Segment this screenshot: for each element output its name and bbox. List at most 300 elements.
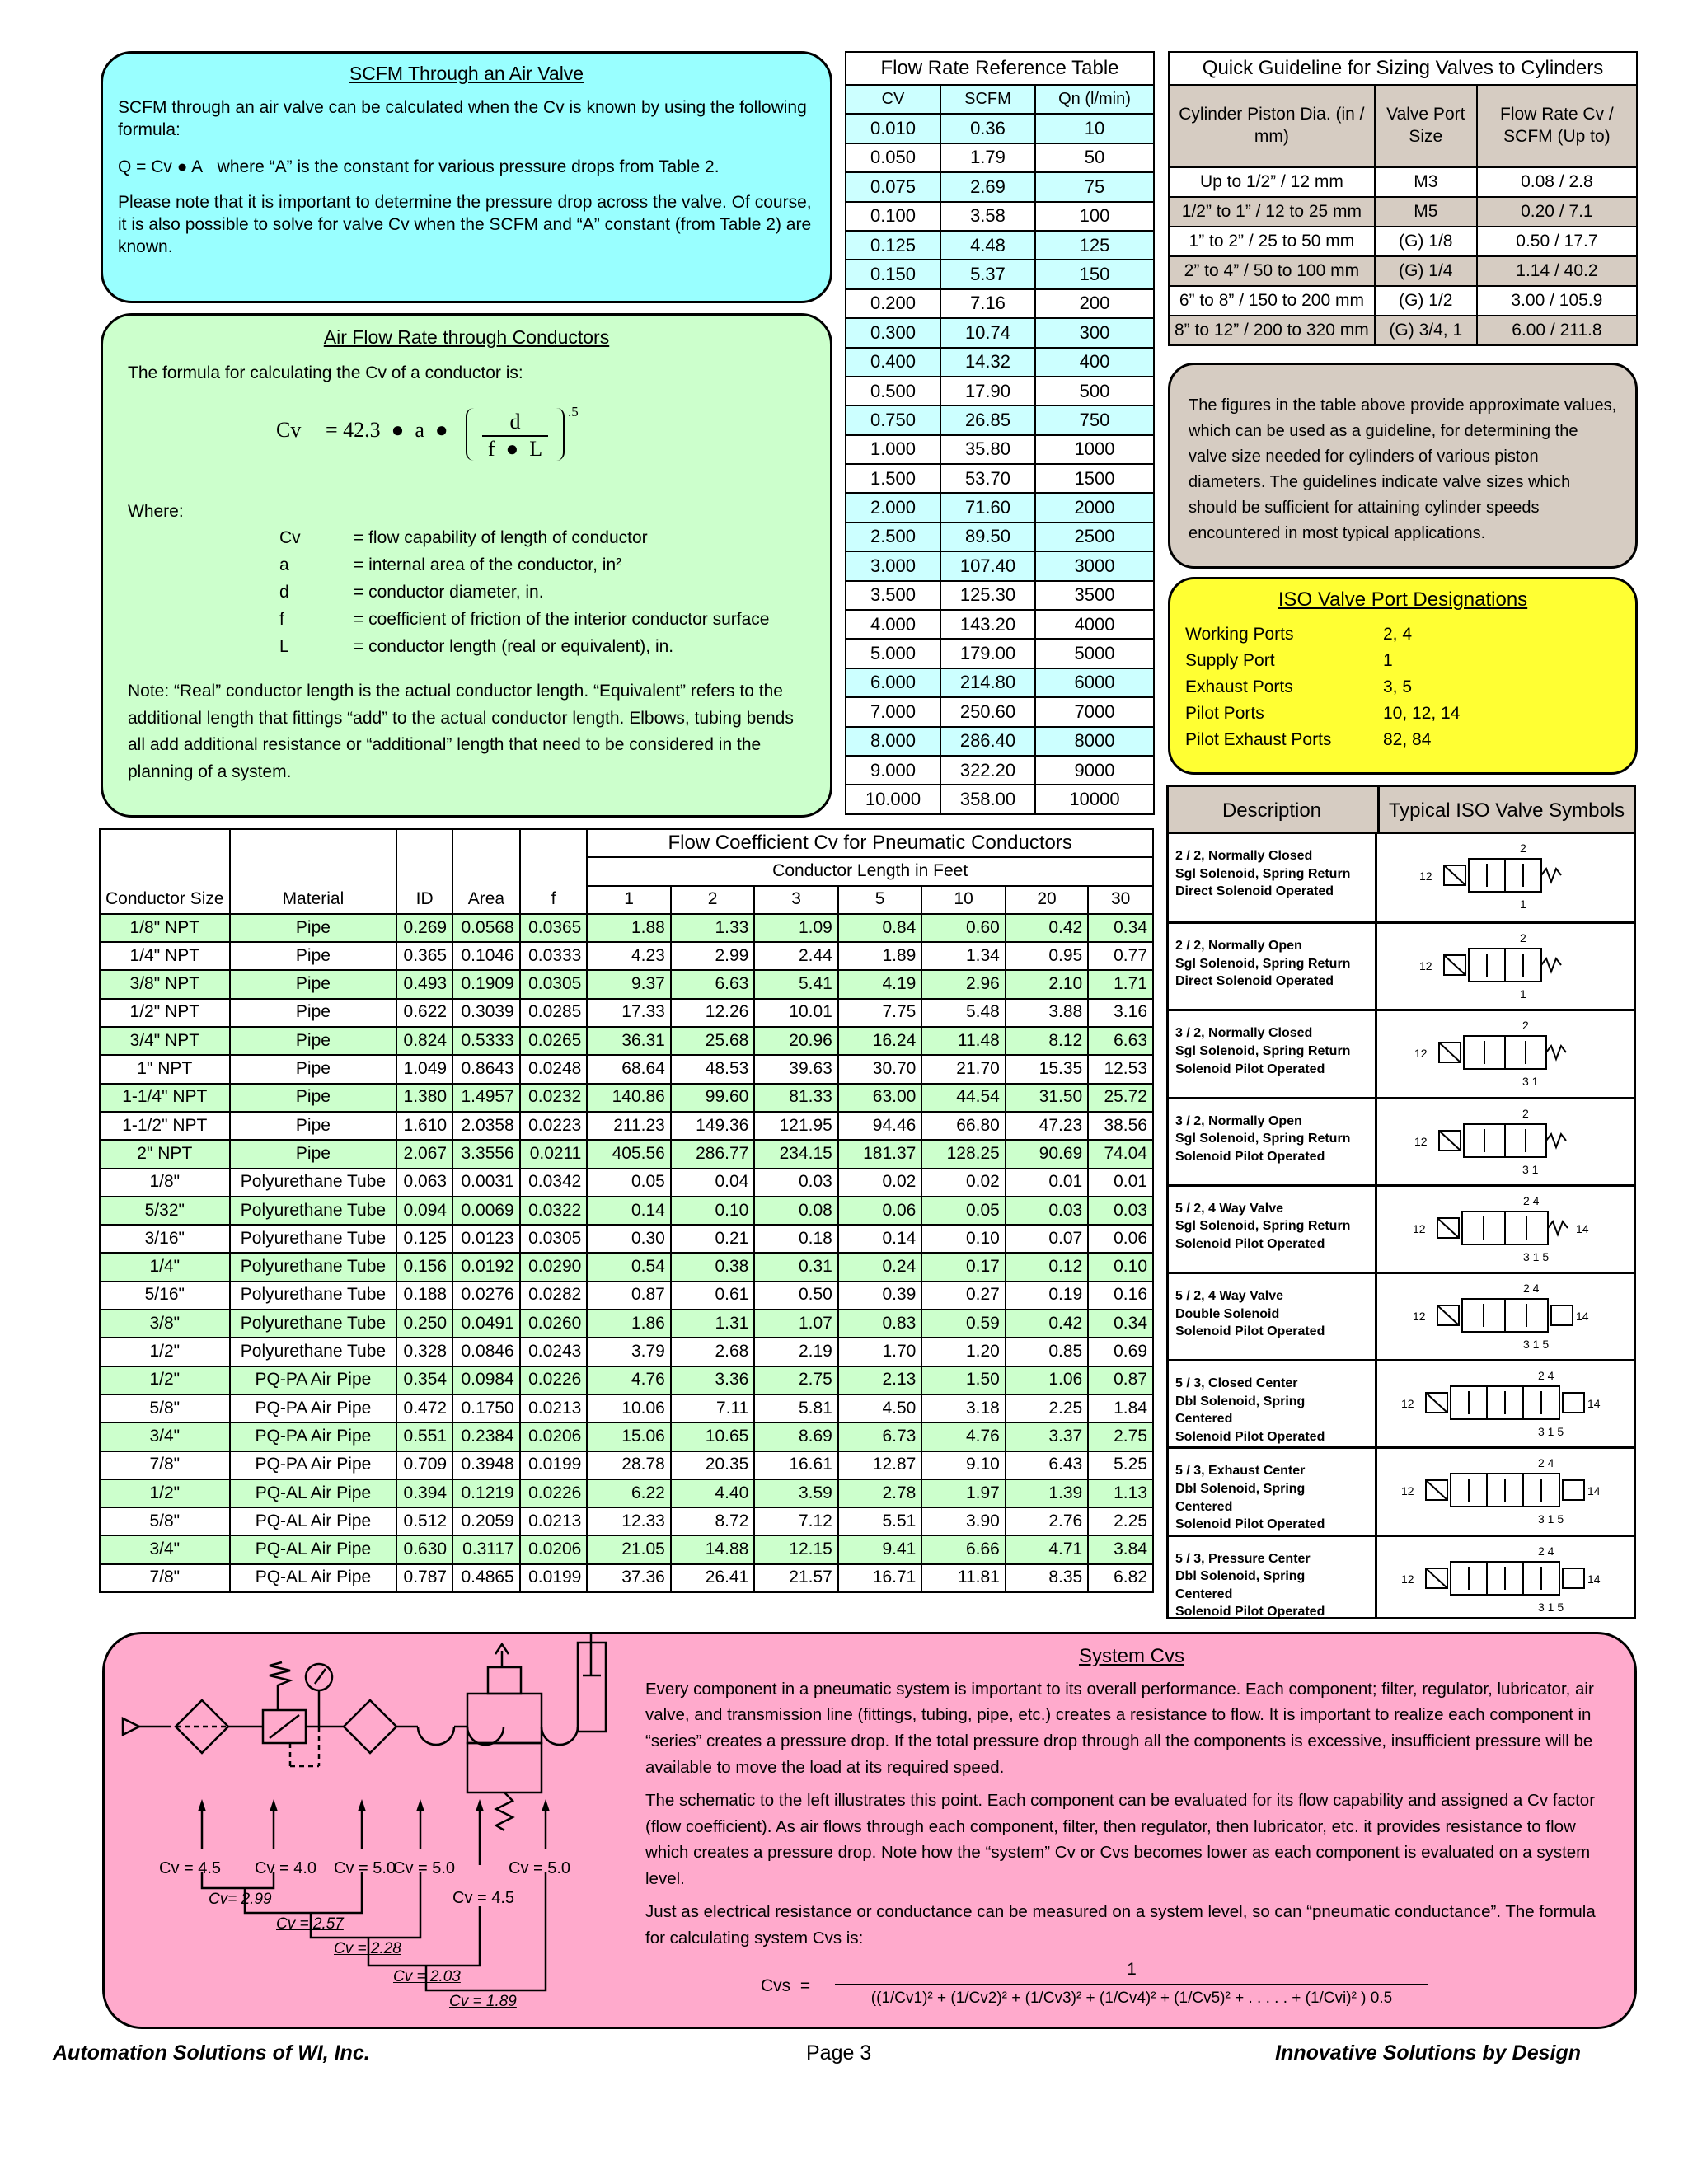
valve-symbols-panel <box>1166 785 1636 1619</box>
conductor-cell: PQ-AL Air Pipe <box>230 1507 397 1535</box>
conductor-cell: Pipe <box>230 999 397 1027</box>
flow-ref-cell: 6.000 <box>846 668 940 697</box>
conductor-table-title: Flow Coefficient Cv for Pneumatic Conductors <box>587 829 1153 857</box>
svg-text:12: 12 <box>1401 1572 1414 1586</box>
flow-ref-row <box>846 756 1154 785</box>
valve-desc-line: Solenoid Pilot Operated <box>1175 1324 1325 1339</box>
conductor-cell: 0.14 <box>838 1225 922 1253</box>
definition-text: = internal area of the conductor, in² <box>354 555 622 574</box>
conductor-cell: 0.50 <box>754 1282 838 1310</box>
flow-ref-cell: 2500 <box>1035 523 1154 551</box>
conductor-cell: 1/8" NPT <box>100 914 230 942</box>
conductor-cell: 31.50 <box>1006 1084 1088 1112</box>
conductor-cell: 5/16" <box>100 1282 230 1310</box>
svg-text:12: 12 <box>1401 1397 1414 1411</box>
conductor-cell: 0.34 <box>1088 1310 1153 1338</box>
conductor-cell: 0.394 <box>396 1479 452 1507</box>
cvs-formula-den: ((1/Cv1)² + (1/Cv2)² + (1/Cv3)² + (1/Cv4)² + (1/Cv5)² + . . . . . + (1/Cvi)² ) 0.5 <box>870 1990 1393 2007</box>
conductor-cell: 0.24 <box>838 1253 922 1281</box>
cyl-guide-cell: 3.00 / 105.9 <box>1477 286 1637 316</box>
conductor-header-cell: 1 <box>587 886 671 914</box>
valve-symbol-row <box>1169 1097 1634 1184</box>
cyl-guide-cell: 1/2” to 1” / 12 to 25 mm <box>1169 197 1375 227</box>
valve-symbol-row <box>1169 1359 1634 1446</box>
svg-text:12: 12 <box>1413 1221 1426 1235</box>
svg-text:1: 1 <box>1520 987 1526 1001</box>
conductor-cell: 0.0305 <box>520 970 588 998</box>
scfm-valve-formula-desc: where “A” is the constant for various pressure drops from Table 2. <box>217 157 720 177</box>
flow-ref-row <box>846 551 1154 580</box>
conductor-cell: 0.1219 <box>452 1479 520 1507</box>
valve-symbol-desc <box>1175 1287 1365 1341</box>
conductor-cell: 0.16 <box>1088 1282 1153 1310</box>
conductor-cell: Pipe <box>230 1027 397 1055</box>
cyl-guide-cell: (G) 1/2 <box>1375 286 1477 316</box>
conductor-cell: 0.30 <box>587 1225 671 1253</box>
conductor-row <box>100 1282 1153 1310</box>
conductor-header-cell: 2 <box>671 886 755 914</box>
conductor-header-cell: Material <box>230 886 397 914</box>
flow-ref-cell: 50 <box>1035 143 1154 172</box>
conductor-cell: 0.094 <box>396 1197 452 1225</box>
conductor-cell: 39.63 <box>754 1055 838 1083</box>
iso-valve-symbol-icon <box>1381 1363 1629 1446</box>
valve-desc-line: 5 / 2, 4 Way Valve <box>1175 1201 1284 1216</box>
conductor-cell: 0.0069 <box>452 1197 520 1225</box>
conductor-cell: 5.81 <box>754 1394 838 1422</box>
flow-ref-cell: 2.69 <box>940 172 1035 201</box>
conductor-cell: 2.10 <box>1006 970 1088 998</box>
conductor-cell: 1/2" <box>100 1479 230 1507</box>
conductor-cell: 12.26 <box>671 999 755 1027</box>
flow-ref-cell: 3.000 <box>846 551 940 580</box>
cvs-formula-num: 1 <box>1127 1960 1137 1979</box>
conductor-cell: 0.03 <box>754 1169 838 1197</box>
conductor-header-cell: 5 <box>838 886 922 914</box>
conductor-cell: 3.16 <box>1088 999 1153 1027</box>
conductor-cell: 0.34 <box>1088 914 1153 942</box>
conductor-cell: 3.3556 <box>452 1140 520 1168</box>
scfm-valve-p1: SCFM through an air valve can be calculated when the Cv is known by using the following formula: <box>118 98 807 140</box>
conductor-cell: 0.328 <box>396 1338 452 1366</box>
valve-symbol-desc <box>1175 847 1365 901</box>
svg-text:3 1 5: 3 1 5 <box>1538 1425 1564 1439</box>
svg-text:14: 14 <box>1587 1397 1601 1411</box>
valve-desc-line: 3 / 2, Normally Closed <box>1175 1026 1313 1041</box>
conductor-cell: 0.61 <box>671 1282 755 1310</box>
flow-ref-row <box>846 172 1154 201</box>
valve-desc-line: Sgl Solenoid, Spring Return <box>1175 1132 1351 1146</box>
conductor-cell: 0.12 <box>1006 1253 1088 1281</box>
svg-text:2 4: 2 4 <box>1538 1544 1554 1558</box>
system-p3: Just as electrical resistance or conductance can be measured on a system level, so can “pneumatic conductance”. The formula for calculating system Cvs is: <box>645 1901 1596 1947</box>
conductor-cell: 5.25 <box>1088 1451 1153 1479</box>
conductor-cell: 140.86 <box>587 1084 671 1112</box>
conductor-cell: 1-1/4" NPT <box>100 1084 230 1112</box>
valve-symbol-row <box>1169 1184 1634 1272</box>
conductor-cell: 0.269 <box>396 914 452 942</box>
conductor-cell: 7.11 <box>671 1394 755 1422</box>
flow-ref-row <box>846 639 1154 668</box>
footer-tagline: Innovative Solutions by Design <box>1275 2041 1581 2064</box>
conductor-cell: 1.89 <box>838 942 922 970</box>
conductor-cell: 0.622 <box>396 999 452 1027</box>
conductor-row <box>100 1140 1153 1168</box>
conductor-cell: 0.0290 <box>520 1253 588 1281</box>
definition-row <box>177 555 804 582</box>
valve-desc-line: Double Solenoid <box>1175 1306 1280 1321</box>
formula-mid: = 42.3 ● a ● <box>326 418 448 442</box>
flow-ref-row <box>846 435 1154 464</box>
iso-port-numbers: 1 <box>1383 650 1393 670</box>
flow-rate-reference-table <box>845 51 1155 815</box>
conductor-cell: 1/2" <box>100 1366 230 1394</box>
conductor-cell: 30.70 <box>838 1055 922 1083</box>
flow-ref-cell: 4.48 <box>940 231 1035 260</box>
conductor-cell: 36.31 <box>587 1027 671 1055</box>
flow-ref-cell: 6000 <box>1035 668 1154 697</box>
definition-text: = conductor length (real or equivalent), in. <box>354 637 674 656</box>
conductor-cell: 0.77 <box>1088 942 1153 970</box>
conductor-cell: 37.36 <box>587 1564 671 1592</box>
iso-port-row <box>1185 701 1620 727</box>
flow-ref-cell: 10.74 <box>940 318 1035 347</box>
header-cv: CV <box>846 85 940 114</box>
cyl-guide-cell: 0.08 / 2.8 <box>1477 167 1637 197</box>
conductor-cell: Pipe <box>230 914 397 942</box>
valve-symbol-row <box>1169 834 1634 921</box>
conductor-cell: 0.0199 <box>520 1451 588 1479</box>
flow-ref-cell: 3000 <box>1035 551 1154 580</box>
conductor-cell: 10.06 <box>587 1394 671 1422</box>
system-p2: The schematic to the left illustrates this point. Each component can be evaluated for its flow capability and assigned a Cv factor (flow coefficient). As air flows through each component, filter, then regulator, then lubricator, etc. it provides resistance to flow which creates a pressure drop. Note how the “system” Cv or Cvs becomes lower as each component is evaluated on a system level. <box>645 1790 1596 1889</box>
conductor-cell: 6.82 <box>1088 1564 1153 1592</box>
symbols-header-desc: Description <box>1221 799 1322 822</box>
conductor-cell: 0.0213 <box>520 1507 588 1535</box>
conductor-cell: Pipe <box>230 1140 397 1168</box>
conductor-cell: 1.97 <box>921 1479 1006 1507</box>
conductor-cell: 26.41 <box>671 1564 755 1592</box>
flow-ref-row <box>846 523 1154 551</box>
conductor-row <box>100 942 1153 970</box>
cyl-guide-cell: 1” to 2” / 25 to 50 mm <box>1169 227 1375 256</box>
conductor-row <box>100 1027 1153 1055</box>
flow-ref-cell: 358.00 <box>940 785 1035 813</box>
conductor-cell: 6.73 <box>838 1422 922 1451</box>
definition-symbol: f <box>279 610 284 629</box>
conductor-cell: 0.0984 <box>452 1366 520 1394</box>
flow-ref-cell: 89.50 <box>940 523 1035 551</box>
iso-ports-title: ISO Valve Port Designations <box>1278 588 1528 611</box>
cyl-header-port: Valve Port Size <box>1375 85 1477 167</box>
valve-symbol-row <box>1169 921 1634 1009</box>
flow-ref-cell: 1000 <box>1035 435 1154 464</box>
conductor-cell: 3/8" <box>100 1310 230 1338</box>
conductor-cell: 0.0226 <box>520 1366 588 1394</box>
conductor-cell: 3.79 <box>587 1338 671 1366</box>
conductor-cell: 1/8" <box>100 1169 230 1197</box>
flow-ref-cell: 0.200 <box>846 289 940 318</box>
flow-ref-cell: 17.90 <box>940 377 1035 405</box>
cyl-guide-cell: 0.20 / 7.1 <box>1477 197 1637 227</box>
conductor-cell: 21.57 <box>754 1564 838 1592</box>
conductor-cell: 0.824 <box>396 1027 452 1055</box>
conductor-cell: 0.18 <box>754 1225 838 1253</box>
conductor-cell: 5.48 <box>921 999 1006 1027</box>
iso-port-row <box>1185 648 1620 674</box>
conductor-cell: 66.80 <box>921 1112 1006 1140</box>
conductor-table-subtitle: Conductor Length in Feet <box>587 857 1153 885</box>
definition-text: = conductor diameter, in. <box>354 583 544 602</box>
cyl-guide-cell: 6.00 / 211.8 <box>1477 316 1637 345</box>
flow-ref-row <box>846 202 1154 231</box>
conductor-row <box>100 1197 1153 1225</box>
valve-desc-line: Solenoid Pilot Operated <box>1175 1517 1325 1532</box>
conductor-cell: 0.14 <box>587 1197 671 1225</box>
cv-label-3: Cv = 5.0 <box>334 1859 396 1877</box>
flow-ref-cell: 200 <box>1035 289 1154 318</box>
conductor-header-cell: 20 <box>1006 886 1088 914</box>
cv-result-2: Cv = 2.57 <box>276 1915 344 1933</box>
svg-text:12: 12 <box>1414 1134 1428 1148</box>
conductor-cell: 0.787 <box>396 1564 452 1592</box>
conductor-cell: 149.36 <box>671 1112 755 1140</box>
conductor-cell: 0.69 <box>1088 1338 1153 1366</box>
conductor-row <box>100 1055 1153 1083</box>
conductor-cell: 3.36 <box>671 1366 755 1394</box>
conductor-cell: 0.0846 <box>452 1338 520 1366</box>
conductor-cell: 3/4" NPT <box>100 1027 230 1055</box>
conductor-cell: 0.0206 <box>520 1535 588 1563</box>
flow-ref-cell: 4000 <box>1035 610 1154 639</box>
svg-text:12: 12 <box>1413 1310 1426 1323</box>
flow-ref-row <box>846 231 1154 260</box>
flow-ref-cell: 0.075 <box>846 172 940 201</box>
cyl-guide-cell: Up to 1/2” / 12 mm <box>1169 167 1375 197</box>
flow-ref-cell: 0.300 <box>846 318 940 347</box>
scfm-valve-panel <box>101 51 832 303</box>
conductor-cell: 0.0282 <box>520 1282 588 1310</box>
flow-ref-cell: 0.400 <box>846 348 940 377</box>
valve-desc-line: 5 / 3, Pressure Center <box>1175 1551 1311 1566</box>
cv-label-4: Cv = 5.0 <box>393 1859 456 1877</box>
svg-text:3 1: 3 1 <box>1522 1162 1539 1176</box>
conductor-cell: 81.33 <box>754 1084 838 1112</box>
conductor-cell: 0.0206 <box>520 1422 588 1451</box>
conductor-cell: 1.07 <box>754 1310 838 1338</box>
conductor-cell: 0.05 <box>921 1197 1006 1225</box>
conductor-cell: 0.0192 <box>452 1253 520 1281</box>
cyl-header-flow: Flow Rate Cv / SCFM (Up to) <box>1477 85 1637 167</box>
flow-ref-cell: 322.20 <box>940 756 1035 785</box>
flow-ref-cell: 5.000 <box>846 639 940 668</box>
flow-ref-row <box>846 581 1154 610</box>
valve-symbol-row <box>1169 1535 1634 1622</box>
air-flow-panel <box>101 313 832 818</box>
valve-desc-line: Sgl Solenoid, Spring Return <box>1175 956 1351 971</box>
symbols-header-iso: Typical ISO Valve Symbols <box>1377 787 1634 832</box>
conductor-cell: 1/4" <box>100 1253 230 1281</box>
flow-ref-row <box>846 289 1154 318</box>
conductor-cell: 11.81 <box>921 1564 1006 1592</box>
valve-symbol-row <box>1169 1009 1634 1096</box>
conductor-cell: 12.87 <box>838 1451 922 1479</box>
conductor-cell: 4.50 <box>838 1394 922 1422</box>
flow-ref-row <box>846 143 1154 172</box>
conductor-cell: Pipe <box>230 1112 397 1140</box>
valve-desc-line: Dbl Solenoid, Spring Centered <box>1175 1481 1306 1514</box>
conductor-cell: 0.02 <box>921 1169 1006 1197</box>
conductor-cell: 2.25 <box>1088 1507 1153 1535</box>
svg-text:14: 14 <box>1587 1484 1601 1498</box>
flow-ref-header <box>846 85 1154 114</box>
conductor-cell: 0.512 <box>396 1507 452 1535</box>
conductor-cell: 5/8" <box>100 1394 230 1422</box>
conductor-cell: 0.0568 <box>452 914 520 942</box>
conductor-row <box>100 1084 1153 1112</box>
svg-text:14: 14 <box>1587 1572 1601 1586</box>
svg-text:2: 2 <box>1522 1106 1529 1120</box>
conductor-cell: 2.68 <box>671 1338 755 1366</box>
conductor-cell: 0.3117 <box>452 1535 520 1563</box>
cyl-guide-note-panel <box>1168 363 1638 569</box>
conductor-cell: 3/8" NPT <box>100 970 230 998</box>
conductor-row <box>100 1366 1153 1394</box>
conductor-cell: 25.68 <box>671 1027 755 1055</box>
cyl-guide-row <box>1169 227 1637 256</box>
conductor-cell: 0.08 <box>754 1197 838 1225</box>
conductor-cell: 2.44 <box>754 942 838 970</box>
iso-port-row <box>1185 621 1620 648</box>
valve-desc-line: 5 / 3, Closed Center <box>1175 1376 1298 1391</box>
flow-ref-cell: 300 <box>1035 318 1154 347</box>
definition-symbol: d <box>279 583 289 602</box>
cv-result-4: Cv = 2.03 <box>393 1968 461 1985</box>
conductor-cell: 0.0365 <box>520 914 588 942</box>
conductor-cell: 2" NPT <box>100 1140 230 1168</box>
formula-exponent: .5 <box>568 404 579 419</box>
flow-ref-cell: 3.500 <box>846 581 940 610</box>
conductor-cell: 1.86 <box>587 1310 671 1338</box>
conductor-cell: PQ-AL Air Pipe <box>230 1564 397 1592</box>
cv-result-1: Cv= 2.99 <box>209 1891 272 1908</box>
svg-text:3 1 5: 3 1 5 <box>1538 1600 1564 1614</box>
cyl-guide-row <box>1169 286 1637 316</box>
cyl-guide-cell: 8” to 12” / 200 to 320 mm <box>1169 316 1375 345</box>
iso-port-row <box>1185 674 1620 701</box>
conductor-cell: 1.380 <box>396 1084 452 1112</box>
flow-ref-row <box>846 610 1154 639</box>
conductor-cell: 10.65 <box>671 1422 755 1451</box>
iso-ports-list <box>1185 621 1620 753</box>
system-cvs-panel <box>102 1632 1637 2029</box>
conductor-header-cell: 3 <box>754 886 838 914</box>
cylinder-sizing-table <box>1168 51 1638 346</box>
conductor-cell: 14.88 <box>671 1535 755 1563</box>
formula-numerator: d <box>509 410 521 434</box>
conductor-cell: 0.27 <box>921 1282 1006 1310</box>
conductor-row <box>100 1338 1153 1366</box>
conductor-cell: 0.551 <box>396 1422 452 1451</box>
conductor-row <box>100 1225 1153 1253</box>
conductor-cell: 0.4865 <box>452 1564 520 1592</box>
flow-ref-row <box>846 260 1154 288</box>
conductor-cell: 0.0305 <box>520 1225 588 1253</box>
valve-symbol-desc <box>1175 1375 1365 1446</box>
conductor-cell: 234.15 <box>754 1140 838 1168</box>
conductor-cell: 0.0322 <box>520 1197 588 1225</box>
conductor-cell: 2.067 <box>396 1140 452 1168</box>
cv-label-1: Cv = 4.5 <box>159 1859 222 1877</box>
formula-denominator: f ● L <box>487 437 543 461</box>
flow-ref-cell: 1.79 <box>940 143 1035 172</box>
definition-symbol: a <box>279 555 289 574</box>
where-label: Where: <box>128 502 184 521</box>
iso-port-name: Pilot Ports <box>1185 703 1264 723</box>
conductor-header-cell: Area <box>452 886 520 914</box>
conductor-cell: 1.84 <box>1088 1394 1153 1422</box>
conductor-cell: 99.60 <box>671 1084 755 1112</box>
flow-ref-cell: 10.000 <box>846 785 940 813</box>
conductor-cell: 1.610 <box>396 1112 452 1140</box>
conductor-cell: 3/4" <box>100 1535 230 1563</box>
conductor-cell: 0.1046 <box>452 942 520 970</box>
flow-ref-cell: 250.60 <box>940 697 1035 726</box>
conductor-cell: 4.76 <box>587 1366 671 1394</box>
conductor-cell: 0.0223 <box>520 1112 588 1140</box>
conductor-cell: 15.06 <box>587 1422 671 1451</box>
conductor-row <box>100 1507 1153 1535</box>
conductor-cell: 3.18 <box>921 1394 1006 1422</box>
flow-ref-row <box>846 464 1154 493</box>
conductor-cell: 0.01 <box>1088 1169 1153 1197</box>
flow-ref-cell: 143.20 <box>940 610 1035 639</box>
svg-text:3 1: 3 1 <box>1522 1075 1539 1089</box>
conductor-cell: 38.56 <box>1088 1112 1153 1140</box>
valve-symbol-desc <box>1175 1200 1365 1254</box>
conductor-cell: 12.15 <box>754 1535 838 1563</box>
flow-ref-cell: 0.100 <box>846 202 940 231</box>
conductor-cell: 0.063 <box>396 1169 452 1197</box>
flow-ref-cell: 0.010 <box>846 114 940 143</box>
conductor-cell: 405.56 <box>587 1140 671 1168</box>
conductor-cell: 0.59 <box>921 1310 1006 1338</box>
conductor-cell: 181.37 <box>838 1140 922 1168</box>
conductor-cell: 0.1909 <box>452 970 520 998</box>
conductor-cell: 0.19 <box>1006 1282 1088 1310</box>
conductor-header-cell: ID <box>396 886 452 914</box>
flow-ref-cell: 14.32 <box>940 348 1035 377</box>
conductor-cell: 0.365 <box>396 942 452 970</box>
conductor-cell: 0.8643 <box>452 1055 520 1083</box>
conductor-row <box>100 1169 1153 1197</box>
conductor-cell: Polyurethane Tube <box>230 1253 397 1281</box>
flow-ref-cell: 10 <box>1035 114 1154 143</box>
conductor-cell: 1/2" NPT <box>100 999 230 1027</box>
conductor-cell: 3.88 <box>1006 999 1088 1027</box>
conductor-cell: Polyurethane Tube <box>230 1225 397 1253</box>
conductor-cell: 1.20 <box>921 1338 1006 1366</box>
conductor-cell: 0.493 <box>396 970 452 998</box>
conductor-cell: 0.21 <box>671 1225 755 1253</box>
conductor-cell: 0.04 <box>671 1169 755 1197</box>
valve-desc-line: 3 / 2, Normally Open <box>1175 1113 1302 1128</box>
flow-ref-cell: 7.16 <box>940 289 1035 318</box>
definition-row <box>177 582 804 609</box>
conductor-cell: 1.50 <box>921 1366 1006 1394</box>
flow-ref-cell: 0.750 <box>846 405 940 434</box>
cyl-guide-cell: 0.50 / 17.7 <box>1477 227 1637 256</box>
